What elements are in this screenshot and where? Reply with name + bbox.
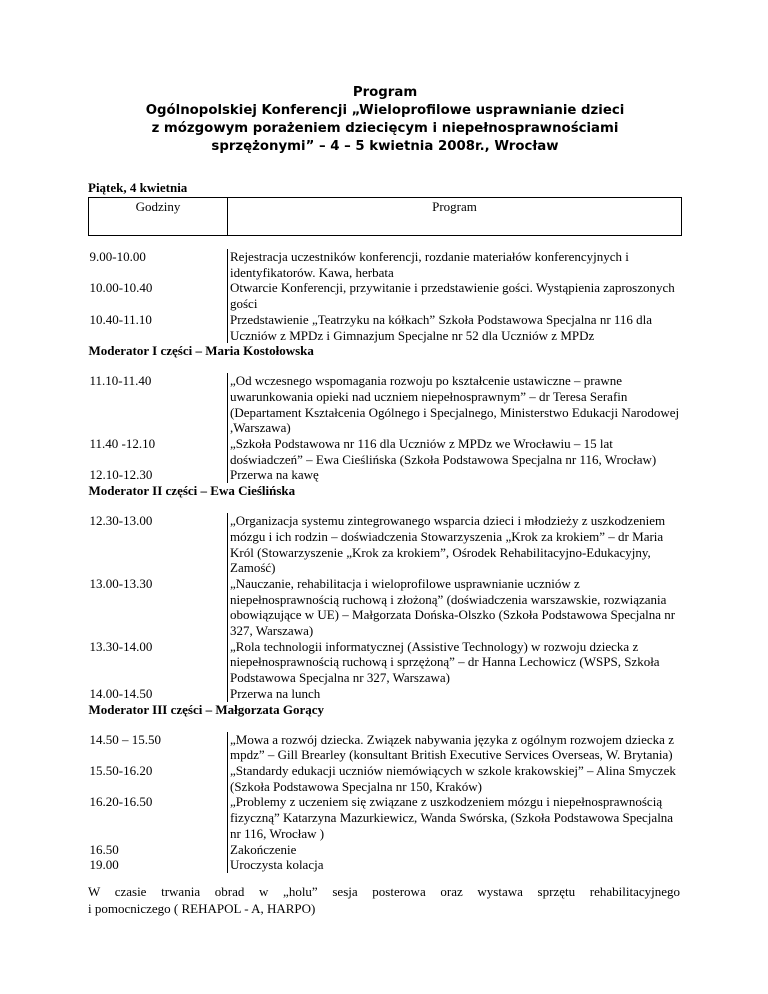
- schedule-row: [89, 732, 682, 763]
- schedule-time: 19.00: [89, 857, 119, 873]
- schedule-row: [89, 249, 682, 280]
- schedule-time: 12.30-13.00: [89, 513, 153, 529]
- schedule-time: 16.20-16.50: [89, 794, 153, 810]
- schedule-row: [89, 857, 682, 873]
- table-header-row: [89, 198, 682, 236]
- schedule-time: 13.30-14.00: [89, 638, 153, 654]
- spacer-row: [89, 500, 682, 513]
- schedule-time: 9.00-10.00: [89, 249, 146, 264]
- schedule-row: [89, 686, 682, 702]
- schedule-time: 10.00-10.40: [89, 280, 153, 296]
- spacer-row: [89, 719, 682, 732]
- schedule-description: Przerwa na lunch: [228, 686, 682, 702]
- schedule-description: „Mowa a rozwój dziecka. Związek nabywania języka z ogólnym rozwojem dziecka z mpdz” – Gill Brearley (konsultant British Executive Services Overseas, W. Brytania): [228, 732, 682, 763]
- schedule-row: [89, 280, 682, 311]
- schedule-description: „Szkoła Podstawowa nr 116 dla Uczniów z MPDz we Wrocławiu – 15 lat doświadczeń” – Ewa Cieślińska (Szkoła Podstawowa Specjalna nr 116, Wrocław): [228, 436, 682, 467]
- title-line-4: sprzężonymi” – 4 – 5 kwietnia 2008r., Wrocław: [211, 139, 559, 154]
- schedule-row: [89, 373, 682, 436]
- schedule-row: [89, 312, 682, 343]
- schedule-row: [89, 436, 682, 467]
- moderator-row: [89, 343, 682, 360]
- schedule-description: „Standardy edukacji uczniów niemówiących w szkole krakowskiej” – Alina Smyczek (Szkoła Podstawowa Specjalna nr 150, Kraków): [228, 763, 682, 794]
- moderator-label: Moderator III części – Małgorzata Gorący: [88, 701, 324, 717]
- schedule-description: „Nauczanie, rehabilitacja i wieloprofilowe usprawnianie uczniów z niepełnosprawnością ruchową i złożoną” (doświadczenia warszawskie, rozwiązania obowiązujące w UE) – Małgorzata Dońska-Olszko (Szkoła Podstawowa Specjalna nr 327, Warszawa): [228, 576, 682, 639]
- title-line-1: Program: [352, 85, 418, 100]
- schedule-time: 10.40-11.10: [89, 311, 152, 327]
- schedule-row: [89, 513, 682, 576]
- schedule-time: 11.10-11.40: [89, 373, 152, 389]
- schedule-row: [89, 794, 682, 841]
- schedule-description: Przerwa na kawę: [228, 467, 682, 483]
- footer-line-2: i pomocniczego ( REHAPOL - A, HARPO): [88, 901, 316, 916]
- schedule-row: [89, 467, 682, 483]
- title-line-3: z mózgowym porażeniem dziecięcym i niepełnosprawnościami: [151, 121, 619, 136]
- schedule-row: [89, 842, 682, 858]
- schedule-time: 14.00-14.50: [89, 685, 153, 701]
- schedule-description: „Problemy z uczeniem się związane z uszkodzeniem mózgu i niepełnosprawnością fizyczną” Katarzyna Mazurkiewicz, Wanda Swórska, (Szkoła Podstawowa Specjalna nr 116, Wrocław ): [228, 794, 682, 841]
- schedule-row: [89, 763, 682, 794]
- schedule-description: Otwarcie Konferencji, przywitanie i przedstawienie gości. Wystąpienia zaproszonych gości: [228, 280, 682, 311]
- schedule-time: 12.10-12.30: [89, 467, 153, 483]
- title-line-2: Ogólnopolskiej Konferencji „Wieloprofilowe usprawnianie dzieci: [145, 103, 625, 118]
- header-program: Program: [228, 198, 682, 236]
- footer-line-1: W czasie trwania obrad w „holu” sesja posterowa oraz wystawa sprzętu rehabilitacyjnego: [88, 884, 680, 899]
- schedule-description: Przedstawienie „Teatrzyku na kółkach” Szkoła Podstawowa Specjalna nr 116 dla Uczniów z MPDz i Gimnazjum Specjalne nr 52 dla Uczniów z MPDz: [228, 312, 682, 343]
- schedule-time: 14.50 – 15.50: [89, 731, 161, 747]
- moderator-row: [89, 483, 682, 500]
- header-hours: Godziny: [89, 198, 228, 236]
- spacer-row: [89, 360, 682, 373]
- moderator-row: [89, 702, 682, 719]
- schedule-description: „Organizacja systemu zintegrowanego wsparcia dzieci i młodzieży z uszkodzeniem mózgu i ich rodzin – doświadczenia Stowarzyszenia „Krok za krokiem” – dr Maria Król (Stowarzyszenie „Krok za krokiem”, Ośrodek Rehabilitacyjno-Edukacyjny, Zamość): [228, 513, 682, 576]
- schedule-time: 13.00-13.30: [89, 575, 153, 591]
- spacer-row: [89, 236, 682, 250]
- schedule-description: „Rola technologii informatycznej (Assistive Technology) w rozwoju dziecka z niepełnosprawnością ruchową i sprzężoną” – dr Hanna Lechowicz (WSPS, Szkoła Podstawowa Specjalna nr 327, Warszawa): [228, 639, 682, 686]
- schedule-description: Zakończenie: [228, 842, 682, 858]
- day-heading: Piątek, 4 kwietnia: [88, 180, 188, 195]
- schedule-table: [88, 197, 682, 873]
- schedule-row: [89, 576, 682, 639]
- moderator-label: Moderator I części – Maria Kostołowska: [88, 343, 314, 359]
- schedule-description: „Od wczesnego wspomagania rozwoju po kształcenie ustawiczne – prawne uwarunkowania opieki nad uczniem niepełnosprawnym” – dr Teresa Serafin (Departament Kształcenia Ogólnego i Specjalnego, Ministerstwo Edukacji Narodowej ,Warszawa): [228, 373, 682, 436]
- footer-note: [88, 883, 680, 917]
- schedule-time: 15.50-16.20: [89, 762, 153, 778]
- schedule-row: [89, 639, 682, 686]
- document-title: [90, 84, 680, 156]
- schedule-time: 16.50: [89, 841, 119, 857]
- schedule-description: Rejestracja uczestników konferencji, rozdanie materiałów konferencyjnych i identyfikatorów. Kawa, herbata: [228, 249, 682, 280]
- schedule-time: 11.40 -12.10: [89, 436, 156, 452]
- moderator-label: Moderator II części – Ewa Cieślińska: [88, 483, 296, 499]
- schedule-description: Uroczysta kolacja: [228, 857, 682, 873]
